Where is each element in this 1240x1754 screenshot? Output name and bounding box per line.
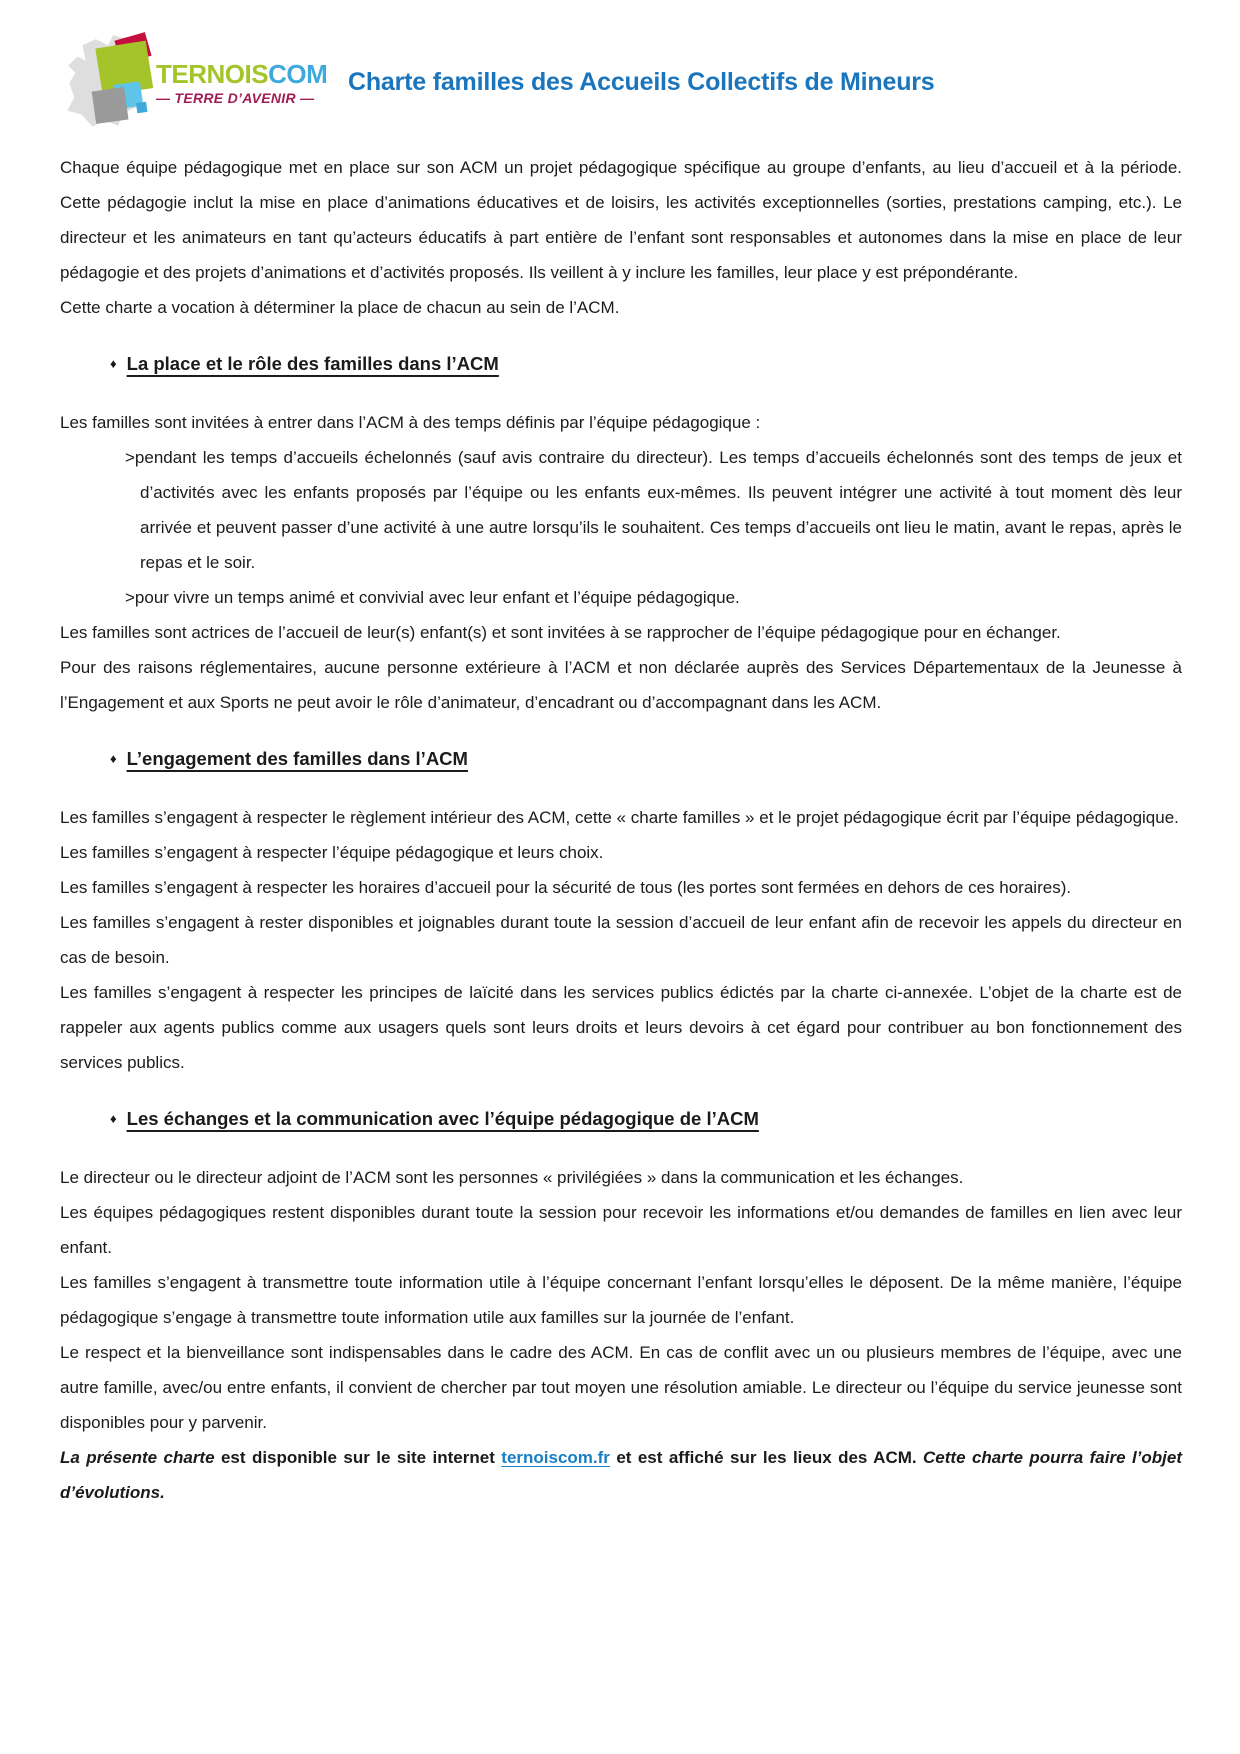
arrow-list-item: >pendant les temps d’accueils échelonnés (sauf avis contraire du directeur). Les temps d’accueils échelonnés sont des temps de jeux et d’activités avec les enfants proposés par l’équipe ou les enfants eux-mêmes. Ils peuvent intégrer une activité à tout moment dès leur arrivée et peuvent passer d’une activité à une autre lorsqu’ils le souhaitent. Ces temps d’accueils ont lieu le matin, avant le repas, après le repas et le soir. [125,448,1182,572]
intro-paragraph: Chaque équipe pédagogique met en place sur son ACM un projet pédagogique spécifique au groupe d’enfants, au lieu d’accueil et à la période. Cette pédagogie inclut la mise en place d’animations éducatives et de loisirs, les activités exceptionnelles (sorties, prestations camping, etc.). Le directeur et les animateurs en tant qu’acteurs éducatifs à part entière de l’enfant sont responsables et autonomes dans la mise en place de leur pédagogie et des projets d’animations et d’activités proposés. Ils veillent à y inclure les familles, leur place y est prépondérante. [60,158,1182,282]
paragraph: Les familles s’engagent à respecter le règlement intérieur des ACM, cette « charte familles » et le projet pédagogique écrit par l’équipe pédagogique. [60,808,1179,827]
paragraph: Pour des raisons réglementaires, aucune personne extérieure à l’ACM et non déclarée auprès des Services Départementaux de la Jeunesse à l’Engagement et aux Sports ne peut avoir le rôle d’animateur, d’encadrant ou d’accompagnant dans les ACM. [60,658,1182,712]
section-heading-text: La place et le rôle des familles dans l’ACM [126,353,499,374]
logo-tagline: — TERRE D’AVENIR — [156,90,315,106]
section-heading-engagement [110,746,1182,774]
section-heading-text: L’engagement des familles dans l’ACM [126,748,468,769]
charte-purpose-paragraph: Cette charte a vocation à déterminer la place de chacun au sein de l’ACM. [60,298,620,317]
paragraph: Les familles sont invitées à entrer dans l’ACM à des temps définis par l’équipe pédagogique : [60,413,761,432]
paragraph: Les familles s’engagent à transmettre toute information utile à l’équipe concernant l’enfant lorsqu’elles le déposent. De la même manière, l’équipe pédagogique s’engage à transmettre toute information utile aux familles sur la journée de l’enfant. [60,1273,1182,1327]
diamond-bullet-icon: ♦ [110,1111,117,1126]
diamond-bullet-icon: ♦ [110,356,117,371]
footer-note-end: Cette charte pourra faire l’objet d’évolutions. [60,1448,1183,1502]
footer-note [60,1440,1182,1510]
document-header [0,0,1240,150]
paragraph: Le respect et la bienveillance sont indispensables dans le cadre des ACM. En cas de conflit avec un ou plusieurs membres de l’équipe, avec une autre famille, avec/ou entre enfants, il convient de chercher par tout moyen une résolution amiable. Le directeur ou l’équipe du service jeunesse sont disponibles pour y parvenir. [60,1343,1182,1432]
ternoiscom-logo [156,60,356,108]
paragraph: Les familles s’engagent à respecter les horaires d’accueil pour la sécurité de tous (les portes sont fermées en dehors de ces horaires). [60,878,1072,897]
logo-wordmark [156,60,356,88]
arrow-list-item: >pour vivre un temps animé et convivial avec leur enfant et l’équipe pédagogique. [125,588,740,607]
document-body [60,150,1182,1510]
paragraph: Le directeur ou le directeur adjoint de l’ACM sont les personnes « privilégiées » dans la communication et les échanges. [60,1168,964,1187]
paragraph: Les familles sont actrices de l’accueil de leur(s) enfant(s) et sont invitées à se rapprocher de l’équipe pédagogique pour en échanger. [60,623,1061,642]
section-heading-echanges-communication [110,1106,1182,1134]
footer-note-text: est disponible sur le site internet [214,1448,502,1467]
footer-note-text: et est affiché sur les lieux des ACM. [609,1448,924,1467]
diamond-bullet-icon: ♦ [110,751,117,766]
logo-wordmark-ternois: TERNOIS [156,59,269,89]
footer-note-lead: La présente charte [60,1448,215,1467]
section-heading-place-role [110,351,1182,379]
logo-wordmark-com: COM [268,59,328,89]
paragraph: Les familles s’engagent à rester disponibles et joignables durant toute la session d’accueil de leur enfant afin de recevoir les appels du directeur en cas de besoin. [60,913,1182,967]
ternoiscom-link[interactable]: ternoiscom.fr [501,1448,610,1467]
ternoiscom-logo-icon [55,30,157,132]
paragraph: Les familles s’engagent à respecter les principes de laïcité dans les services publics édictés par la charte ci-annexée. L’objet de la charte est de rappeler aux agents publics comme aux usagers quels sont leurs droits et leurs devoirs à cet égard pour contribuer au bon fonctionnement des services publics. [60,983,1182,1072]
section-heading-text: Les échanges et la communication avec l’équipe pédagogique de l’ACM [126,1108,759,1129]
page-title: Charte familles des Accueils Collectifs de Mineurs [348,68,935,96]
paragraph: Les équipes pédagogiques restent disponibles durant toute la session pour recevoir les informations et/ou demandes de familles en lien avec leur enfant. [60,1203,1182,1257]
paragraph: Les familles s’engagent à respecter l’équipe pédagogique et leurs choix. [60,843,604,862]
